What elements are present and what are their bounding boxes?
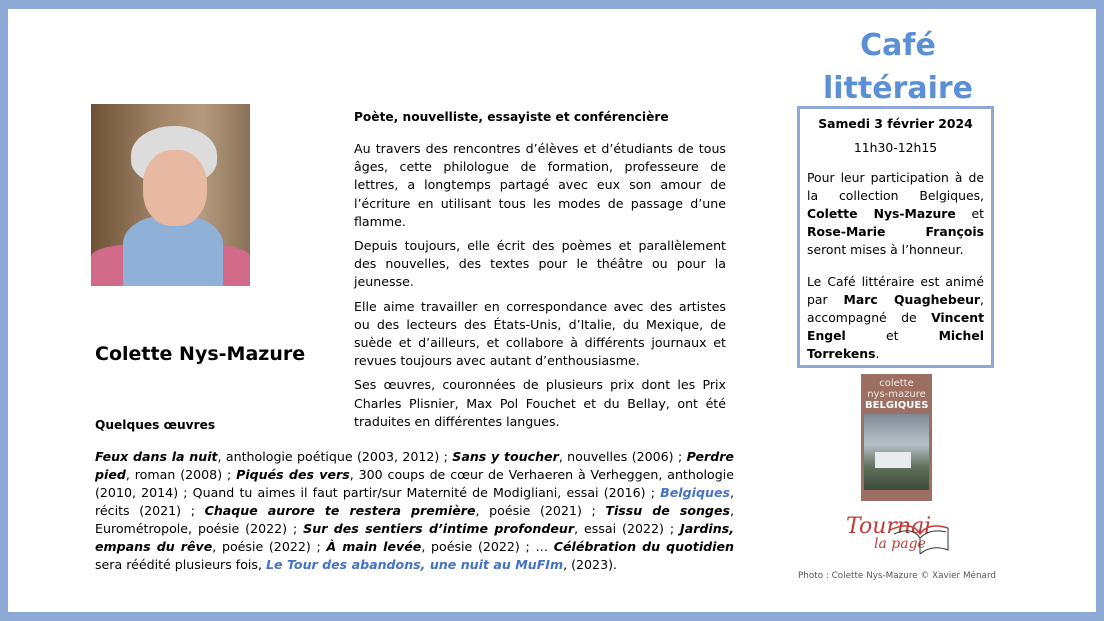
book-author	[861, 378, 932, 400]
work-details: , Eurométropole, poésie (2022) ;	[95, 503, 735, 536]
book-author-line: colette	[879, 378, 914, 389]
book-cover-house	[875, 452, 911, 468]
work-title: Chaque aurore te restera première	[204, 503, 476, 518]
bio-paragraph: Elle aime travailler en correspondance avec des artistes ou des lecteurs des États-Unis, d’Italie, du Mexique, de suède et d’ailleurs, et collabore à différents journaux et revues toujours avec autant d’enthousiasme.	[354, 298, 726, 369]
text-run: , accompagné de	[807, 292, 984, 325]
cafe-title-line: Café	[860, 28, 936, 63]
text-run: seront mises à l’honneur.	[807, 242, 964, 257]
photo-scarf	[123, 216, 223, 286]
book-title: BELGIQUES	[865, 400, 929, 411]
book-author-line: nys-mazure	[867, 389, 926, 400]
event-time: 11h30-12h15	[853, 140, 938, 155]
work-details: , (2023).	[563, 557, 617, 572]
work-details: , poésie (2022) ; …	[421, 539, 554, 554]
work-details: , poésie (2022) ;	[212, 539, 327, 554]
work-details: , récits (2021) ;	[95, 485, 734, 518]
text-run: et	[955, 206, 984, 221]
logo-line: Tournai	[846, 514, 932, 539]
work-details: sera réédité plusieurs fois,	[95, 557, 266, 572]
work-title: Perdre pied	[95, 449, 734, 482]
author-photo	[91, 104, 250, 286]
cafe-title	[798, 24, 998, 110]
host-name: Vincent Engel	[807, 310, 984, 343]
event-description	[807, 169, 984, 259]
work-details: , roman (2008) ;	[125, 467, 237, 482]
photo-face	[143, 150, 207, 226]
text-run: et	[845, 328, 939, 343]
host-name: Marc Quaghebeur	[843, 292, 981, 307]
work-details: , nouvelles (2006) ;	[558, 449, 687, 464]
work-title-link[interactable]: Le Tour des abandons, une nuit au MuFIm	[266, 557, 564, 572]
bio-paragraph: Depuis toujours, elle écrit des poèmes et parallèlement des nouvelles, des textes pour le théâtre ou pour la jeunesse.	[354, 238, 726, 290]
guest-name: Rose-Marie François	[807, 224, 984, 239]
tournai-la-page-logo	[842, 512, 954, 560]
author-bio	[354, 140, 726, 437]
work-details: , anthologie poétique (2003, 2012) ;	[217, 449, 453, 464]
work-title: Célébration du quotidien	[553, 539, 734, 554]
work-title: Sans y toucher	[452, 449, 559, 464]
work-title: À main levée	[326, 539, 422, 554]
work-details: , 300 coups de cœur de Verhaeren à Verheggen, anthologie (2010, 2014) ; Quand tu aimes il faut partir/sur Maternité de Modigliani, essai (2016) ;	[95, 467, 734, 500]
text-run: Pour leur participation à de la collection Belgiques,	[807, 170, 984, 203]
event-hosts	[807, 273, 984, 363]
open-book-icon	[882, 520, 952, 556]
author-name: Colette Nys-Mazure	[95, 343, 306, 365]
guest-name: Colette Nys-Mazure	[807, 206, 956, 221]
text-run: Le Café littéraire est animé par	[807, 274, 984, 307]
logo-line: la page	[874, 536, 926, 552]
host-name: Michel Torrekens	[807, 328, 984, 361]
cafe-info-box	[797, 106, 994, 368]
works-title: Quelques œuvres	[95, 418, 216, 432]
book-cover	[861, 374, 932, 501]
work-title: Feux dans la nuit	[95, 449, 218, 464]
work-title: Piqués des vers	[236, 467, 350, 482]
bio-paragraph: Ses œuvres, couronnées de plusieurs prix dont les Prix Charles Plisnier, Max Pol Fouchet et du Bellay, ont été traduites en différentes langues.	[354, 377, 726, 429]
work-title: Jardins, empans du rêve	[95, 521, 734, 554]
work-details: , essai (2022) ;	[574, 521, 681, 536]
cafe-title-line: littéraire	[822, 71, 974, 106]
work-title: Tissu de songes	[605, 503, 730, 518]
bio-paragraph: Au travers des rencontres d’élèves et d’étudiants de tous âges, cette philologue de formation, professeure de lettres, a longtemps partagé avec eux son amour de l’écriture en utilisant tous les modes de passage d’une flamme.	[354, 141, 726, 229]
work-title: Sur des sentiers d’intime profondeur	[303, 521, 575, 536]
photo-credit: Photo : Colette Nys-Mazure © Xavier Ménard	[798, 571, 996, 581]
event-date: Samedi 3 février 2024	[818, 116, 973, 131]
work-title-link[interactable]: Belgiques	[660, 485, 730, 500]
works-list	[95, 448, 734, 574]
text-run: .	[875, 346, 880, 361]
author-subtitle: Poète, nouvelliste, essayiste et conférencière	[354, 110, 669, 124]
work-details: , poésie (2021) ;	[475, 503, 606, 518]
